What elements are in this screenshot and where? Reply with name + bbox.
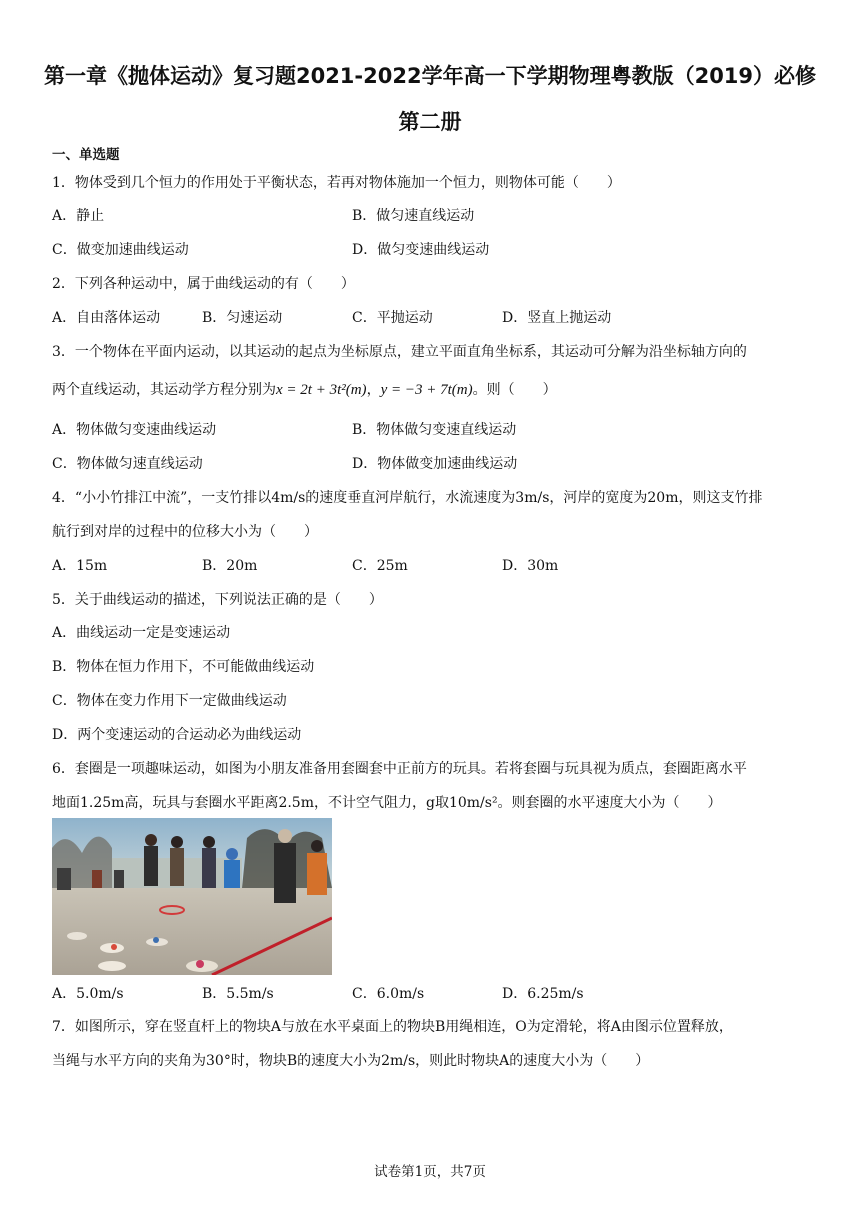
q3-option-c: C．物体做匀速直线运动: [52, 456, 203, 472]
title-line-2: 第二册: [398, 110, 462, 134]
q1-stem: 1．物体受到几个恒力的作用处于平衡状态，若再对物体施加一个恒力，则物体可能（ ）: [52, 175, 621, 191]
q5-option-c: C．物体在变力作用下一定做曲线运动: [52, 693, 287, 709]
q6-stem-line-2: 地面1.25m高，玩具与套圈水平距离2.5m，不计空气阻力，g取10m/s²。则套圈的水平速度大小为（ ）: [52, 795, 722, 811]
q3-option-d: D．物体做变加速曲线运动: [352, 456, 518, 472]
q5-option-a: A．曲线运动一定是变速运动: [52, 625, 231, 641]
q2-option-a: A．自由落体运动: [52, 310, 161, 326]
q6-option-d: D．6.25m/s: [502, 986, 584, 1002]
q3-stem-line-1: 3．一个物体在平面内运动，以其运动的起点为坐标原点，建立平面直角坐标系，其运动可分解为沿坐标轴方向的: [52, 344, 747, 360]
page-footer: 试卷第1页，共7页: [374, 1164, 486, 1180]
q3-stem-pre: 两个直线运动，其运动学方程分别为: [52, 382, 276, 398]
q7-stem-line-1: 7．如图所示，穿在竖直杆上的物块A与放在水平桌面上的物块B用绳相连，O为定滑轮，将A由图示位置释放，: [52, 1019, 733, 1035]
q4-stem-line-1: 4．“小小竹排江中流”，一支竹排以4m/s的速度垂直河岸航行，水流速度为3m/s，河岸的宽度为20m，则这支竹排: [52, 490, 763, 506]
q4-option-b: B．20m: [202, 558, 258, 574]
q1-option-c: C．做变加速曲线运动: [52, 242, 189, 258]
q1-option-b: B．做匀速直线运动: [352, 208, 475, 224]
q3-stem-post: 。则（ ）: [472, 382, 557, 398]
q3-stem-line-2: [52, 381, 557, 399]
q4-option-c: C．25m: [352, 558, 408, 574]
section-heading: 一、单选题: [52, 147, 120, 163]
q3-option-a: A．物体做匀变速曲线运动: [52, 422, 217, 438]
ring-toss-photo: [52, 818, 332, 975]
q4-stem-line-2: 航行到对岸的过程中的位移大小为（ ）: [52, 524, 318, 540]
q6-option-c: C．6.0m/s: [352, 986, 425, 1002]
q2-option-b: B．匀速运动: [202, 310, 283, 326]
q2-stem: 2．下列各种运动中，属于曲线运动的有（ ）: [52, 276, 355, 292]
q1-option-d: D．做匀变速曲线运动: [352, 242, 490, 258]
q2-option-d: D．竖直上抛运动: [502, 310, 612, 326]
q6-stem-line-1: 6．套圈是一项趣味运动，如图为小朋友准备用套圈套中正前方的玩具。若将套圈与玩具视为质点，套圈距离水平: [52, 761, 747, 777]
q3-equation-x: x = 2t + 3t²(m): [276, 382, 367, 398]
q3-equation-y: y = −3 + 7t(m): [380, 382, 473, 398]
q4-option-a: A．15m: [52, 558, 108, 574]
title-line-1: 第一章《抛体运动》复习题2021-2022学年高一下学期物理粤教版（2019）必修: [43, 64, 817, 88]
q3-option-b: B．物体做匀变速直线运动: [352, 422, 517, 438]
q6-option-b: B．5.5m/s: [202, 986, 274, 1002]
q1-option-a: A．静止: [52, 208, 105, 224]
q5-option-b: B．物体在恒力作用下，不可能做曲线运动: [52, 659, 315, 675]
q2-option-c: C．平抛运动: [352, 310, 433, 326]
q3-separator: ，: [366, 382, 381, 398]
q7-stem-line-2: 当绳与水平方向的夹角为30°时，物块B的速度大小为2m/s，则此时物块A的速度大小为（ ）: [52, 1053, 650, 1069]
q4-option-d: D．30m: [502, 558, 559, 574]
q5-stem: 5．关于曲线运动的描述，下列说法正确的是（ ）: [52, 592, 383, 608]
q6-option-a: A．5.0m/s: [52, 986, 124, 1002]
q5-option-d: D．两个变速运动的合运动必为曲线运动: [52, 727, 302, 743]
